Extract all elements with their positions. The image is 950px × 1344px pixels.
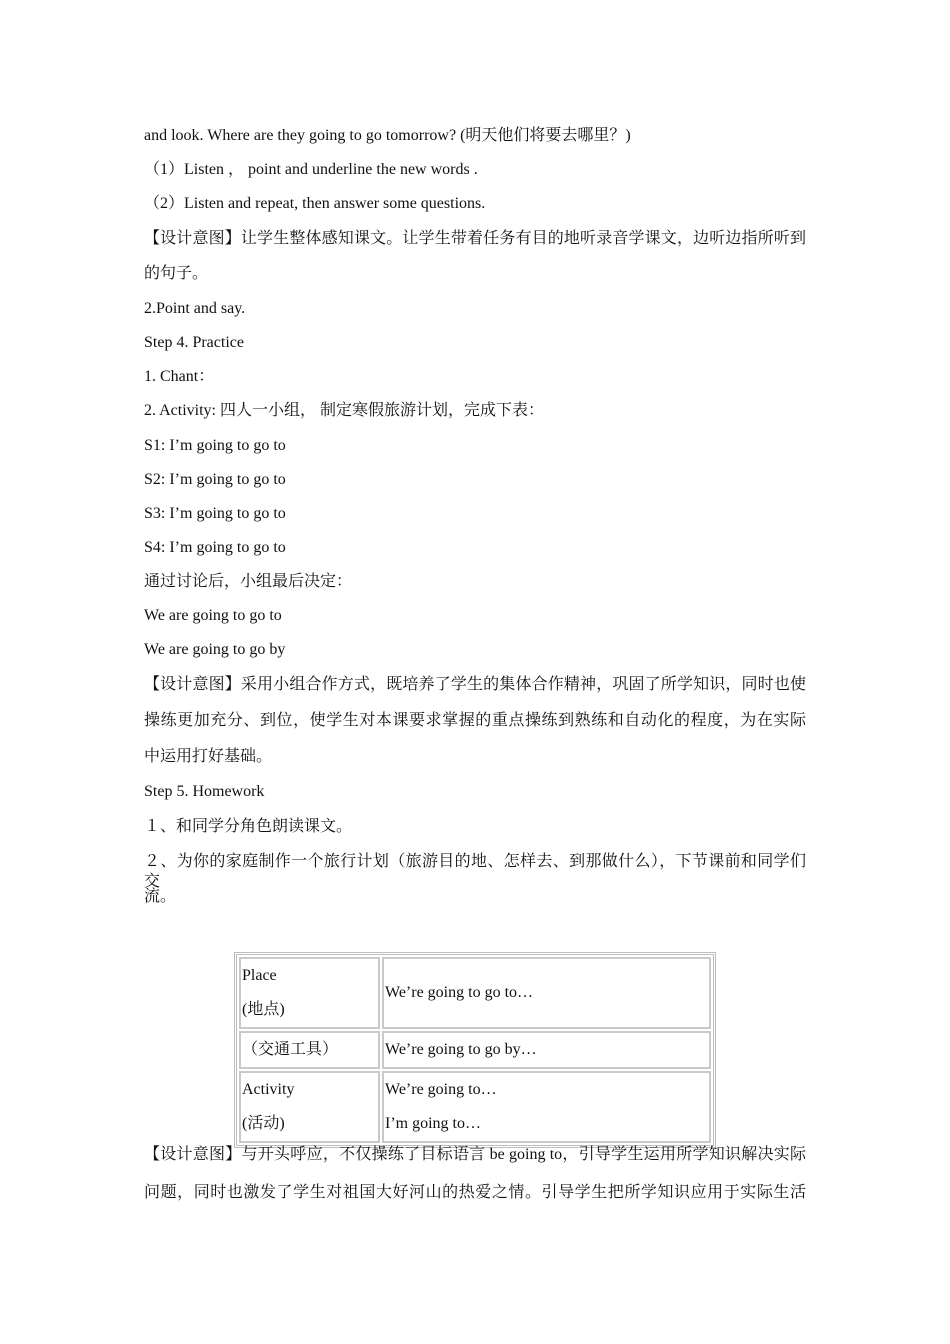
text-line-listen-point: （1）Listen ， point and underline the new words . (144, 161, 478, 178)
cell-text: We’re going to go to… (385, 984, 534, 1001)
cell-text: Activity (242, 1081, 295, 1098)
cell-text: Place (242, 967, 277, 984)
text-line-design-intent-2-cont: 操练更加充分、到位，使学生对本课要求掌握的重点操练到熟练和自动化的程度，为在实际 (144, 712, 806, 729)
homework-item-1: １、和同学分角色朗读课文。 (144, 818, 353, 835)
text-line-design-intent-2: 【设计意图】采用小组合作方式，既培养了学生的集体合作精神，巩固了所学知识，同时也使 (144, 676, 806, 693)
table-cell-going-to (382, 1071, 711, 1143)
text-line-s4: S4: I’m going to go to (144, 539, 286, 556)
text-line-design-intent-1-cont: 的句子。 (144, 265, 209, 282)
text-line-group-decision: 通过讨论后，小组最后决定： (144, 573, 353, 590)
table-cell-place (239, 957, 380, 1029)
cell-text: We’re going to go by… (385, 1041, 537, 1058)
table-cell-activity (239, 1071, 380, 1143)
step-4-heading: Step 4. Practice (144, 334, 244, 351)
text-line-s3: S3: I’m going to go to (144, 505, 286, 522)
table-cell-go-by (382, 1031, 711, 1069)
table-cell-go-to (382, 957, 711, 1029)
text-line-activity: 2. Activity: 四人一小组， 制定寒假旅游计划，完成下表： (144, 402, 545, 419)
text-line-chant: 1. Chant： (144, 368, 215, 385)
text-line-design-intent-1: 【设计意图】让学生整体感知课文。让学生带着任务有目的地听录音学课文，边听边指所听到 (144, 230, 806, 247)
homework-item-2: ２、为你的家庭制作一个旅行计划（旅游目的地、怎样去、到那做什么），下节课前和同学们交 (144, 853, 806, 890)
homework-item-2-cont: 流。 (144, 888, 177, 905)
table-row (239, 1071, 711, 1143)
table-row (239, 1031, 711, 1069)
step-5-heading: Step 5. Homework (144, 783, 265, 800)
cell-text: We’re going to… (385, 1081, 497, 1098)
text-line-s1: S1: I’m going to go to (144, 437, 286, 454)
cell-text: I’m going to… (385, 1115, 481, 1132)
text-line-listen-repeat: （2）Listen and repeat, then answer some questions. (144, 195, 486, 212)
cell-text: （交通工具） (242, 1041, 339, 1058)
travel-plan-table (234, 952, 716, 1148)
text-line-s2: S2: I’m going to go to (144, 471, 286, 488)
text-line-reading-question: and look. Where are they going to go tomorrow? (明天他们将要去哪里？) (144, 127, 631, 144)
text-line-go-by: We are going to go by (144, 641, 286, 658)
cell-text: (活动) (242, 1115, 285, 1132)
text-line-design-intent-3-cont: 问题，同时也激发了学生对祖国大好河山的热爱之情。引导学生把所学知识应用于实际生活 (144, 1184, 806, 1201)
text-line-go-to: We are going to go to (144, 607, 282, 624)
cell-text: (地点) (242, 1001, 285, 1018)
text-line-design-intent-2-end: 中运用打好基础。 (144, 748, 273, 765)
text-line-point-and-say: 2.Point and say. (144, 300, 246, 317)
table-cell-transport (239, 1031, 380, 1069)
text-line-design-intent-3: 【设计意图】与开头呼应，不仅操练了目标语言 be going to，引导学生运用所学知识解决实际 (144, 1146, 806, 1163)
table-row (239, 957, 711, 1029)
